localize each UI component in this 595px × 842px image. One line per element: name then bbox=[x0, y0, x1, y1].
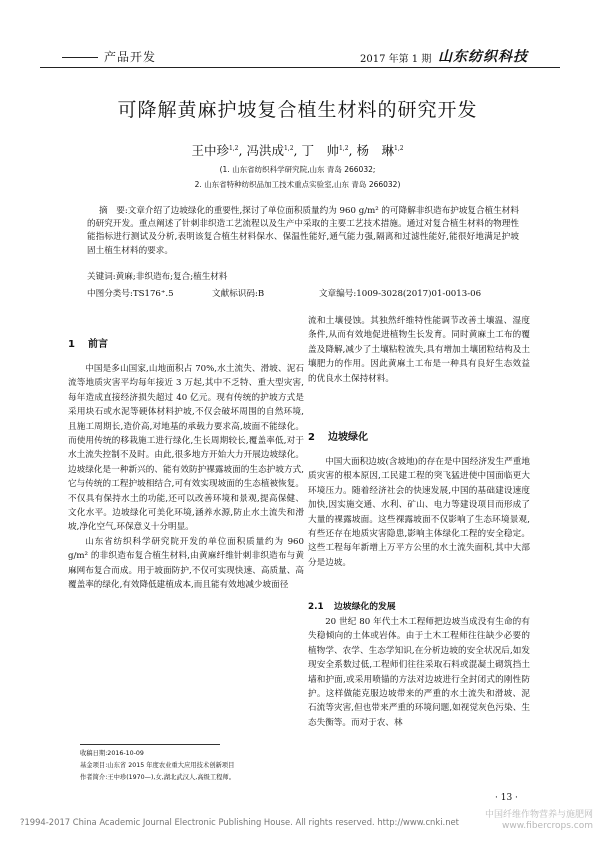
section-number: 2 bbox=[308, 432, 315, 443]
section-heading-1 bbox=[68, 335, 108, 350]
affiliation-2: 2. 山东省特种纺织品加工技术重点实验室,山东 青岛 266032) bbox=[194, 180, 401, 189]
footnote-rule bbox=[80, 744, 220, 745]
subsection-number: 2.1 bbox=[308, 602, 324, 612]
affiliation-1: (1. 山东省纺织科学研究院,山东 青岛 266032; bbox=[219, 165, 376, 174]
body-paragraph: 20 世纪 80 年代土木工程师把边坡当成没有生命的有失稳倾向的土体或岩体。由于土木工程师往往缺少必要的植物学、农学、生态学知识,在分析边坡的安全状况后,如发现安全系数过低,工程师们往往采取石料或混凝土砌筑挡土墙和护面,或采用喷锚的方法对边坡进行全封闭式的刚性防护。这样做能克服边坡带来的严重的水土流失和滑坡、泥石流等灾害,但也带来严重的环境问题,如视觉灰色污染、生态失衡等。而对于农、林 bbox=[308, 617, 530, 728]
section-heading-2 bbox=[308, 428, 368, 443]
author-name: 冯洪成 bbox=[246, 143, 284, 158]
watermark bbox=[485, 810, 593, 832]
subsection-title: 边坡绿化的发展 bbox=[334, 602, 396, 612]
subsection-heading bbox=[308, 599, 396, 612]
keywords: 关键词:黄麻;非织造布;复合;植生材料 bbox=[87, 272, 228, 282]
journal-name: 山东纺织科技 bbox=[438, 49, 528, 65]
page-number: · 13 · bbox=[495, 793, 518, 803]
body-paragraph: 中国是多山国家,山地面积占 70%,水土流失、滑坡、泥石流等地质灾害平均每年接近 3 万起,其中不乏特、重大型灾害,每年造成直接经济损失超过 40 亿元。现有传统的护坡方式是采用块石或水泥等硬体材料护坡,不仅会破坏周围的自然环境,且施工周期长,造价高,对地基的承载力要求高,坡面不能绿化。而使用传统的移栽施工进行绿化,生长周期较长,覆盖率低,对于水土流失控制不及时。由此,很多地方开始大力开展边坡绿化。边坡绿化是一种新兴的、能有效防护裸露坡面的生态护坡方式,它与传统的工程护坡相结合,可有效实现坡面的生态植被恢复。不仅具有保持水土的功能,还可以改善环境和景观,提高保健、文化水平。边坡绿化可美化环境,涵养水源,防止水土流失和滑坡,净化空气,环保意义十分明显。 bbox=[68, 364, 304, 533]
section-title: 前言 bbox=[88, 339, 108, 350]
footnote-funding: 基金项目:山东省 2015 年度农业重大应用技术创新项目 bbox=[80, 762, 235, 769]
header-rule bbox=[40, 67, 560, 68]
author-affiliation-mark: 1,2 bbox=[338, 144, 349, 152]
section-label: 产品开发 bbox=[104, 50, 157, 64]
author-affiliation-mark: 1,2 bbox=[394, 144, 404, 152]
author-name: 丁 帅 bbox=[301, 143, 339, 158]
right-column-section21 bbox=[308, 615, 530, 730]
right-column-section2 bbox=[308, 455, 530, 570]
document-code: 文献标识码:B bbox=[212, 289, 265, 299]
body-paragraph: 山东省纺织科学研究院开发的单位面积质量约为 960 g/m² 的非织造布复合植生材料,由黄麻纤维针刺非织造布与黄麻网布复合而成。用于坡面防护,不仅可实现快速、高质量、高覆盖率的绿化,有效降低建植成本,而且能有效地减少坡面径 bbox=[68, 536, 304, 591]
copyright-footer: ?1994-2017 China Academic Journal Electronic Publishing House. All rights reserved. http://www.cnki.net bbox=[20, 817, 459, 827]
watermark-line: www.fibercrops.com bbox=[502, 821, 594, 831]
author-name: 王中珍 bbox=[191, 143, 229, 158]
author-affiliation-mark: 1,2 bbox=[228, 144, 239, 152]
watermark-line: 中国纤维作物营养与施肥网 bbox=[485, 810, 594, 820]
section-number: 1 bbox=[68, 339, 75, 350]
body-paragraph: 流和土壤侵蚀。其独然纤维特性能调节改善土壤温、湿度条件,从而有效地促进植物生长发育。同时黄麻土工布的覆盖及降解,减少了土壤粘粒流失,具有增加土壤团粒结构及土壤肥力的作用。因此黄麻土工布是一种具有良好生态效益的优良水土保持材料。 bbox=[308, 316, 530, 384]
author-name: 杨 琳 bbox=[356, 143, 394, 158]
section-title: 边坡绿化 bbox=[328, 432, 368, 443]
left-column-body bbox=[68, 362, 304, 593]
paper-title: 可降解黄麻护坡复合植生材料的研究开发 bbox=[117, 99, 478, 121]
right-column-top bbox=[308, 314, 530, 386]
footnote-author: 作者简介:王中珍(1970—),女,湖北武汉人,高级工程师。 bbox=[80, 774, 236, 781]
footnote-received: 收稿日期:2016-10-09 bbox=[80, 750, 144, 757]
body-paragraph: 中国大面积边坡(含坡地)的存在是中国经济发生严重地质灾害的根本原因,工民建工程的突飞猛进使中国面临更大环境压力。随着经济社会的快速发展,中国的基础建设速度加快,因实施交通、水利、矿山、电力等建设项目而形成了大量的裸露坡面。这些裸露坡面不仅影响了生态环境景观,有些还存在地质灾害隐患,影响主体绿化工程的安全稳定。这些工程每年新增上万平方公里的水土流失面积,其中大部分是边坡。 bbox=[308, 457, 530, 568]
author-list: 王中珍$^{1,2}$, 冯洪成$^{1,2}$, 丁 帅$^{1,2}$, 杨 琳$^{1,2}$ bbox=[191, 143, 404, 158]
abstract: 摘 要:文章介绍了边坡绿化的重要性,探讨了单位面积质量约为 960 g/m² 的可降解非织造布护坡复合植生材料的研究开发。重点阐述了针刺非织造工艺流程以及生产中采取的主要工艺技术措施。通过对复合植生材料的物理性能指标进行测试及分析,表明该复合植生材料保水、保温性能好,通气能力强,隔离和过滤性能好,能很好地满足护坡固土植生材料的要求。 bbox=[87, 206, 519, 256]
header-rule-left bbox=[62, 57, 98, 58]
clc-number: 中图分类号:TS176⁺.5 bbox=[87, 289, 174, 299]
article-number: 文章编号:1009-3028(2017)01-0013-06 bbox=[319, 289, 482, 299]
author-affiliation-mark: 1,2 bbox=[283, 144, 294, 152]
issue-label: 2017 年第 1 期 bbox=[360, 54, 432, 65]
